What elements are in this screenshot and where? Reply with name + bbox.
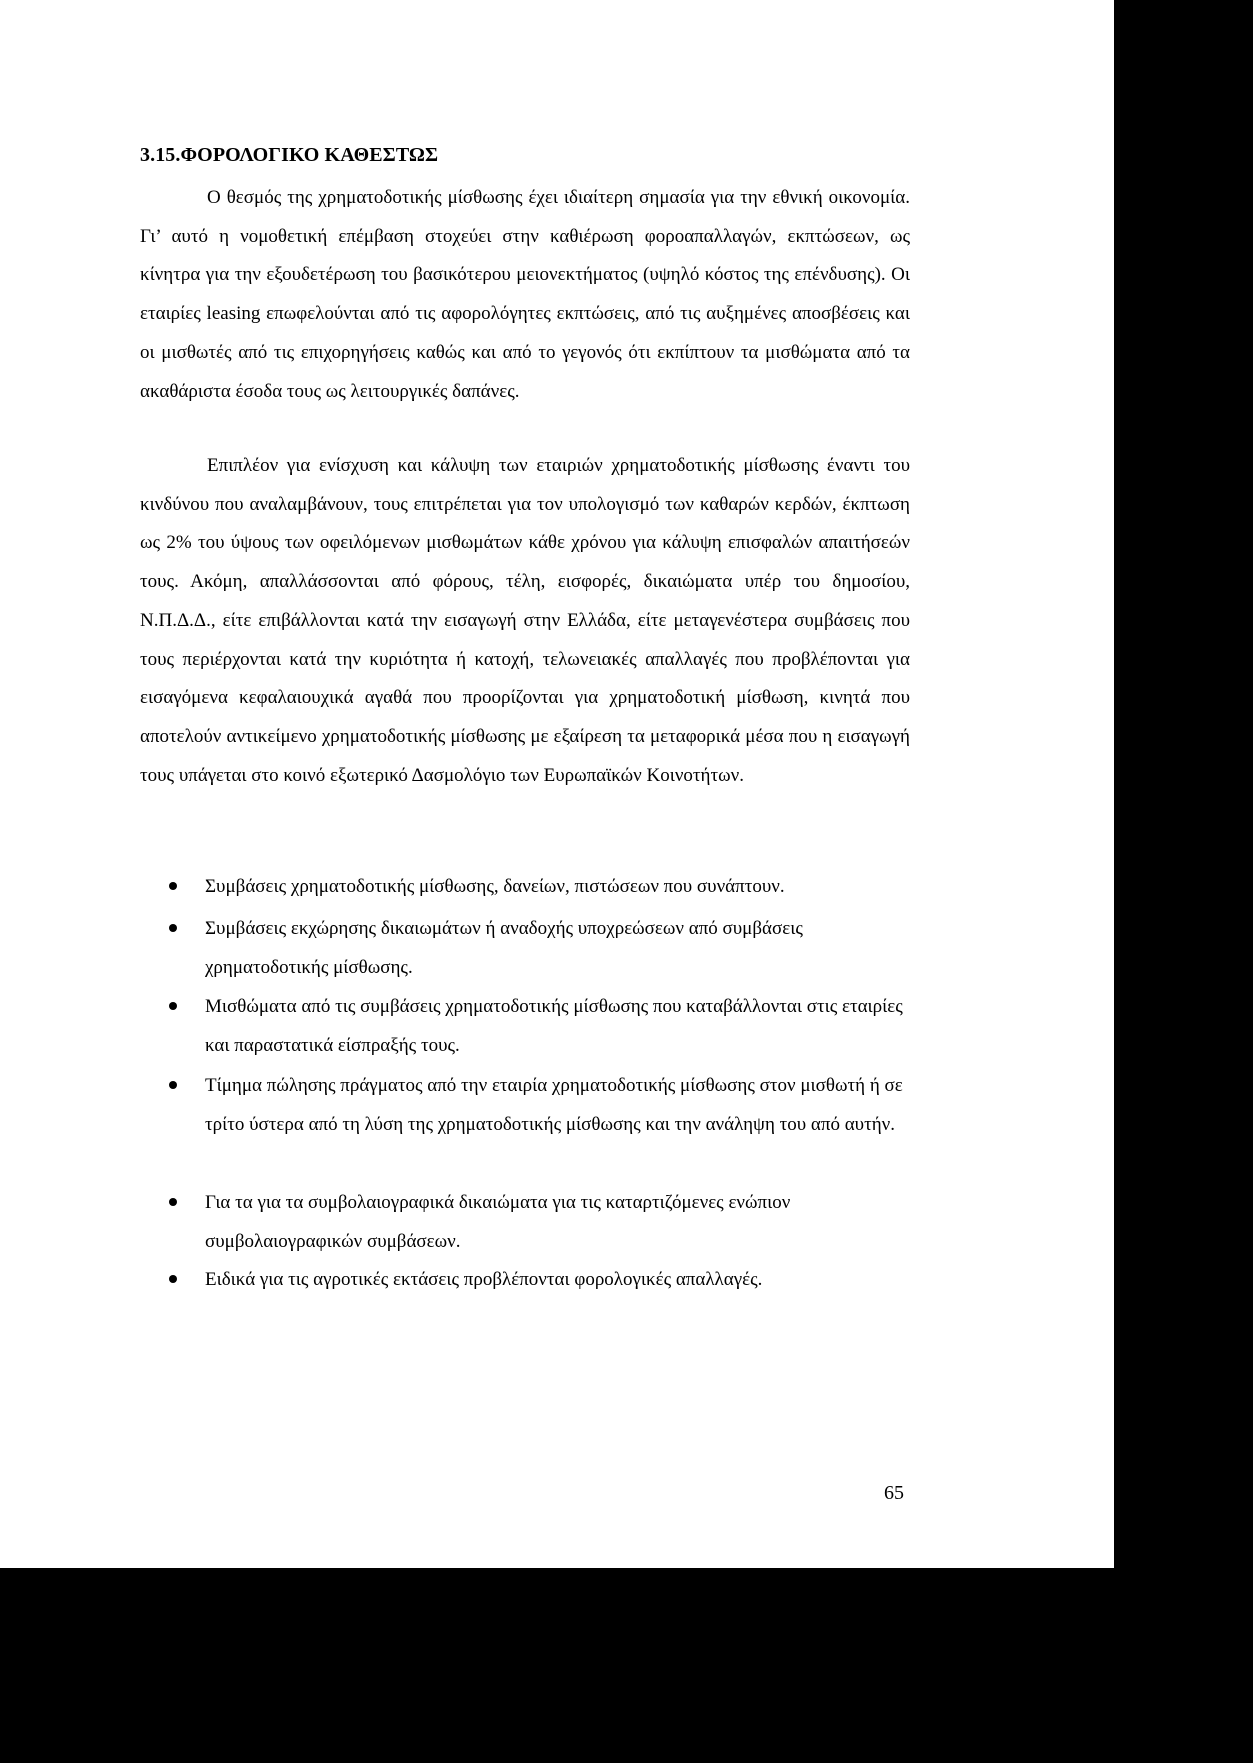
- list-item-text: Συμβάσεις χρηματοδοτικής μίσθωσης, δανείων, πιστώσεων που συνάπτουν.: [205, 876, 785, 897]
- bullet-icon: [169, 882, 177, 890]
- list-item: [205, 1183, 910, 1261]
- bullet-icon: [169, 1275, 177, 1283]
- list-item-text: Συμβάσεις εκχώρησης δικαιωμάτων ή αναδοχής υποχρεώσεων από συμβάσεις χρηματοδοτικής μίσθωσης.: [205, 918, 803, 979]
- list-item: [205, 1260, 910, 1299]
- list-item-text: Για τα για τα συμβολαιογραφικά δικαιώματα για τις καταρτιζόμενες ενώπιον συμβολαιογραφικών συμβάσεων.: [205, 1192, 791, 1253]
- list-item: [205, 1066, 910, 1144]
- bullet-icon: [169, 1198, 177, 1206]
- bullet-icon: [169, 924, 177, 932]
- list-item: [205, 909, 910, 987]
- section-heading: 3.15.ΦΟΡΟΛΟΓΙΚΟ ΚΑΘΕΣΤΩΣ: [140, 144, 439, 166]
- page-number: 65: [884, 1482, 904, 1504]
- list-item-text: Τίμημα πώλησης πράγματος από την εταιρία χρηματοδοτικής μίσθωσης στον μισθωτή ή σε τρίτο ύστερα από τη λύση της χρηματοδοτικής μίσθωσης και την ανάληψη του από αυτήν.: [205, 1075, 903, 1136]
- paragraph-exemptions: Επιπλέον για ενίσχυση και κάλυψη των εταιριών χρηματοδοτικής μίσθωσης έναντι του κινδύνου που αναλαμβάνουν, τους επιτρέπεται για τον υπολογισμό των καθαρών κερδών, έκπτωση ως 2% του ύψους των οφειλόμενων μισθωμάτων κάθε χρόνου για κάλυψη επισφαλών απαιτήσεών τους. Ακόμη, απαλλάσσονται από φόρους, τέλη, εισφορές, δικαιώματα υπέρ του δημοσίου, Ν.Π.Δ.Δ., είτε επιβάλλονται κατά την εισαγωγή στην Ελλάδα, είτε μεταγενέστερα συμβάσεις που τους περιέρχονται κατά την κυριότητα ή κατοχή, τελωνειακές απαλλαγές που προβλέπονται για εισαγόμενα κεφαλαιουχικά αγαθά που προορίζονται για χρηματοδοτική μίσθωση, κινητά που αποτελούν αντικείμενο χρηματοδοτικής μίσθωσης με εξαίρεση τα μεταφορικά μέσα που η εισαγωγή τους υπάγεται στο κοινό εξωτερικό Δασμολόγιο των Ευρωπαϊκών Κοινοτήτων.: [140, 455, 910, 786]
- list-item-text: Ειδικά για τις αγροτικές εκτάσεις προβλέπονται φορολογικές απαλλαγές.: [205, 1269, 763, 1290]
- list-item: [205, 867, 910, 906]
- bullet-icon: [169, 1002, 177, 1010]
- list-item: [205, 987, 910, 1065]
- paragraph-tax-incentives: Ο θεσμός της χρηματοδοτικής μίσθωσης έχει ιδιαίτερη σημασία για την εθνική οικονομία. Γι’ αυτό η νομοθετική επέμβαση στοχεύει στην καθιέρωση φοροαπαλλαγών, εκπτώσεων, ως κίνητρα για την εξουδετέρωση του βασικότερου μειονεκτήματος (υψηλό κόστος της επένδυσης). Οι εταιρίες leasing επωφελούνται από τις αφορολόγητες εκπτώσεις, από τις αυξημένες αποσβέσεις και οι μισθωτές από τις επιχορηγήσεις καθώς και από το γεγονός ότι εκπίπτουν τα μισθώματα από τα ακαθάριστα έσοδα τους ως λειτουργικές δαπάνες.: [140, 187, 910, 402]
- list-item-text: Μισθώματα από τις συμβάσεις χρηματοδοτικής μίσθωσης που καταβάλλονται στις εταιρίες και παραστατικά είσπραξής τους.: [205, 996, 903, 1057]
- bullet-icon: [169, 1081, 177, 1089]
